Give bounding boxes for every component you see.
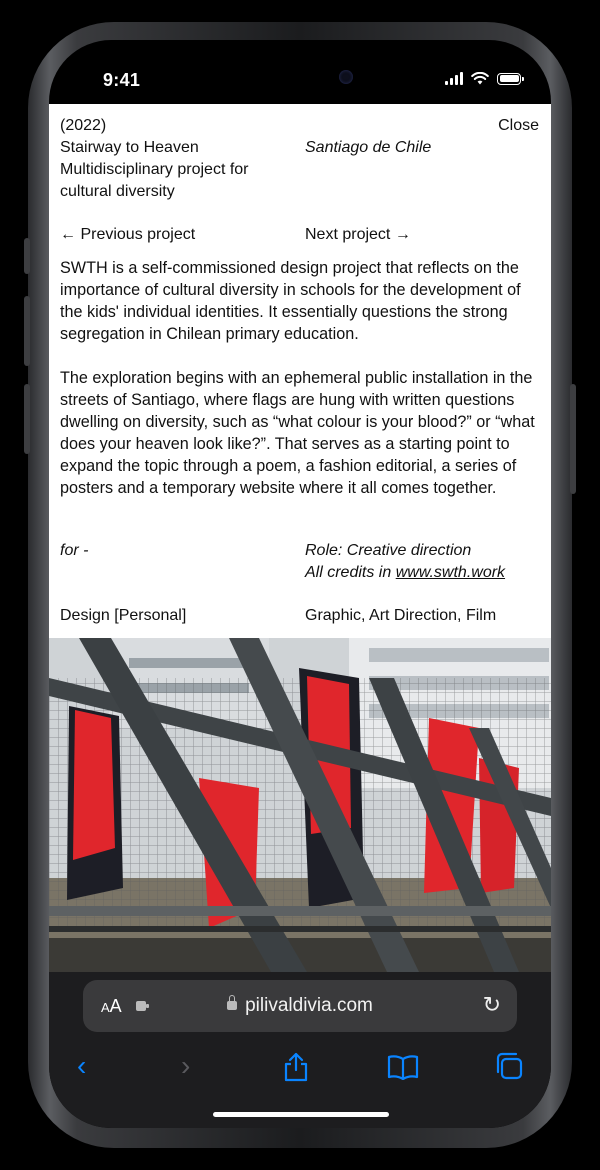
all-credits-prefix: All credits in: [305, 564, 396, 581]
browser-toolbar: [49, 1040, 551, 1090]
all-credits-text: [305, 562, 505, 584]
project-title-line-2: Multidisciplinary project for: [60, 161, 249, 178]
bookmarks-icon[interactable]: [387, 1054, 419, 1080]
description-paragraph-1: SWTH is a self-commissioned design project that reflects on the importance of cultural diversity in schools for the development of the kids' individual identities. It essentially questions the strong segregation in Chilean primary education.: [60, 259, 521, 343]
camera-icon: [339, 70, 353, 84]
next-project-link[interactable]: Next project →: [305, 226, 411, 243]
role-text: Role: Creative direction: [305, 542, 472, 559]
volume-up-button: [24, 296, 30, 366]
project-location: Santiago de Chile: [305, 139, 432, 156]
safari-browser-chrome: [49, 972, 551, 1128]
volume-down-button: [24, 384, 30, 454]
for-label: for -: [60, 542, 89, 559]
wifi-icon: [471, 72, 489, 85]
screen: [49, 40, 551, 1128]
reload-icon[interactable]: ↻: [482, 992, 501, 1017]
project-disciplines: Graphic, Art Direction, Film: [305, 607, 497, 624]
project-year: (2022): [60, 117, 107, 134]
project-title-line-1: Stairway to Heaven: [60, 139, 199, 156]
status-icons: [445, 72, 521, 85]
address-bar[interactable]: [83, 980, 517, 1032]
flags-installation-image: [49, 638, 551, 972]
power-button: [570, 384, 576, 494]
previous-project-link[interactable]: ← Previous project: [60, 226, 196, 243]
project-photo: [49, 638, 551, 972]
status-bar: [49, 40, 551, 104]
project-title-line-3: cultural diversity: [60, 183, 175, 200]
text-size-icon[interactable]: AA: [101, 996, 122, 1016]
dynamic-island: [236, 60, 364, 94]
url-display[interactable]: [83, 995, 517, 1017]
action-button: [24, 238, 30, 274]
cellular-signal-icon: [445, 72, 463, 85]
credits-link[interactable]: www.swth.work: [395, 564, 506, 581]
close-button[interactable]: Close: [498, 117, 539, 134]
forward-icon[interactable]: ›: [181, 1050, 191, 1081]
description-paragraph-2: The exploration begins with an ephemeral public installation in the streets of Santiago, where flags are hung with written questions dwelling on diversity, such as “what colour is your blood?” or “what does your heaven look like?”. That serves as a starting point to expand the topic through a poem, a fashion editorial, a series of posters and a temporary website where it all comes together.: [60, 369, 535, 497]
web-page: [49, 104, 551, 972]
project-category: Design [Personal]: [60, 607, 187, 624]
home-indicator: [213, 1112, 389, 1117]
url-text: pilivaldivia.com: [245, 995, 373, 1016]
tabs-icon[interactable]: [495, 1052, 523, 1080]
battery-icon: [497, 73, 521, 85]
status-time: 9:41: [103, 70, 141, 90]
share-icon[interactable]: [283, 1052, 309, 1082]
lock-icon: [227, 1001, 237, 1010]
back-icon[interactable]: ‹: [77, 1050, 87, 1081]
